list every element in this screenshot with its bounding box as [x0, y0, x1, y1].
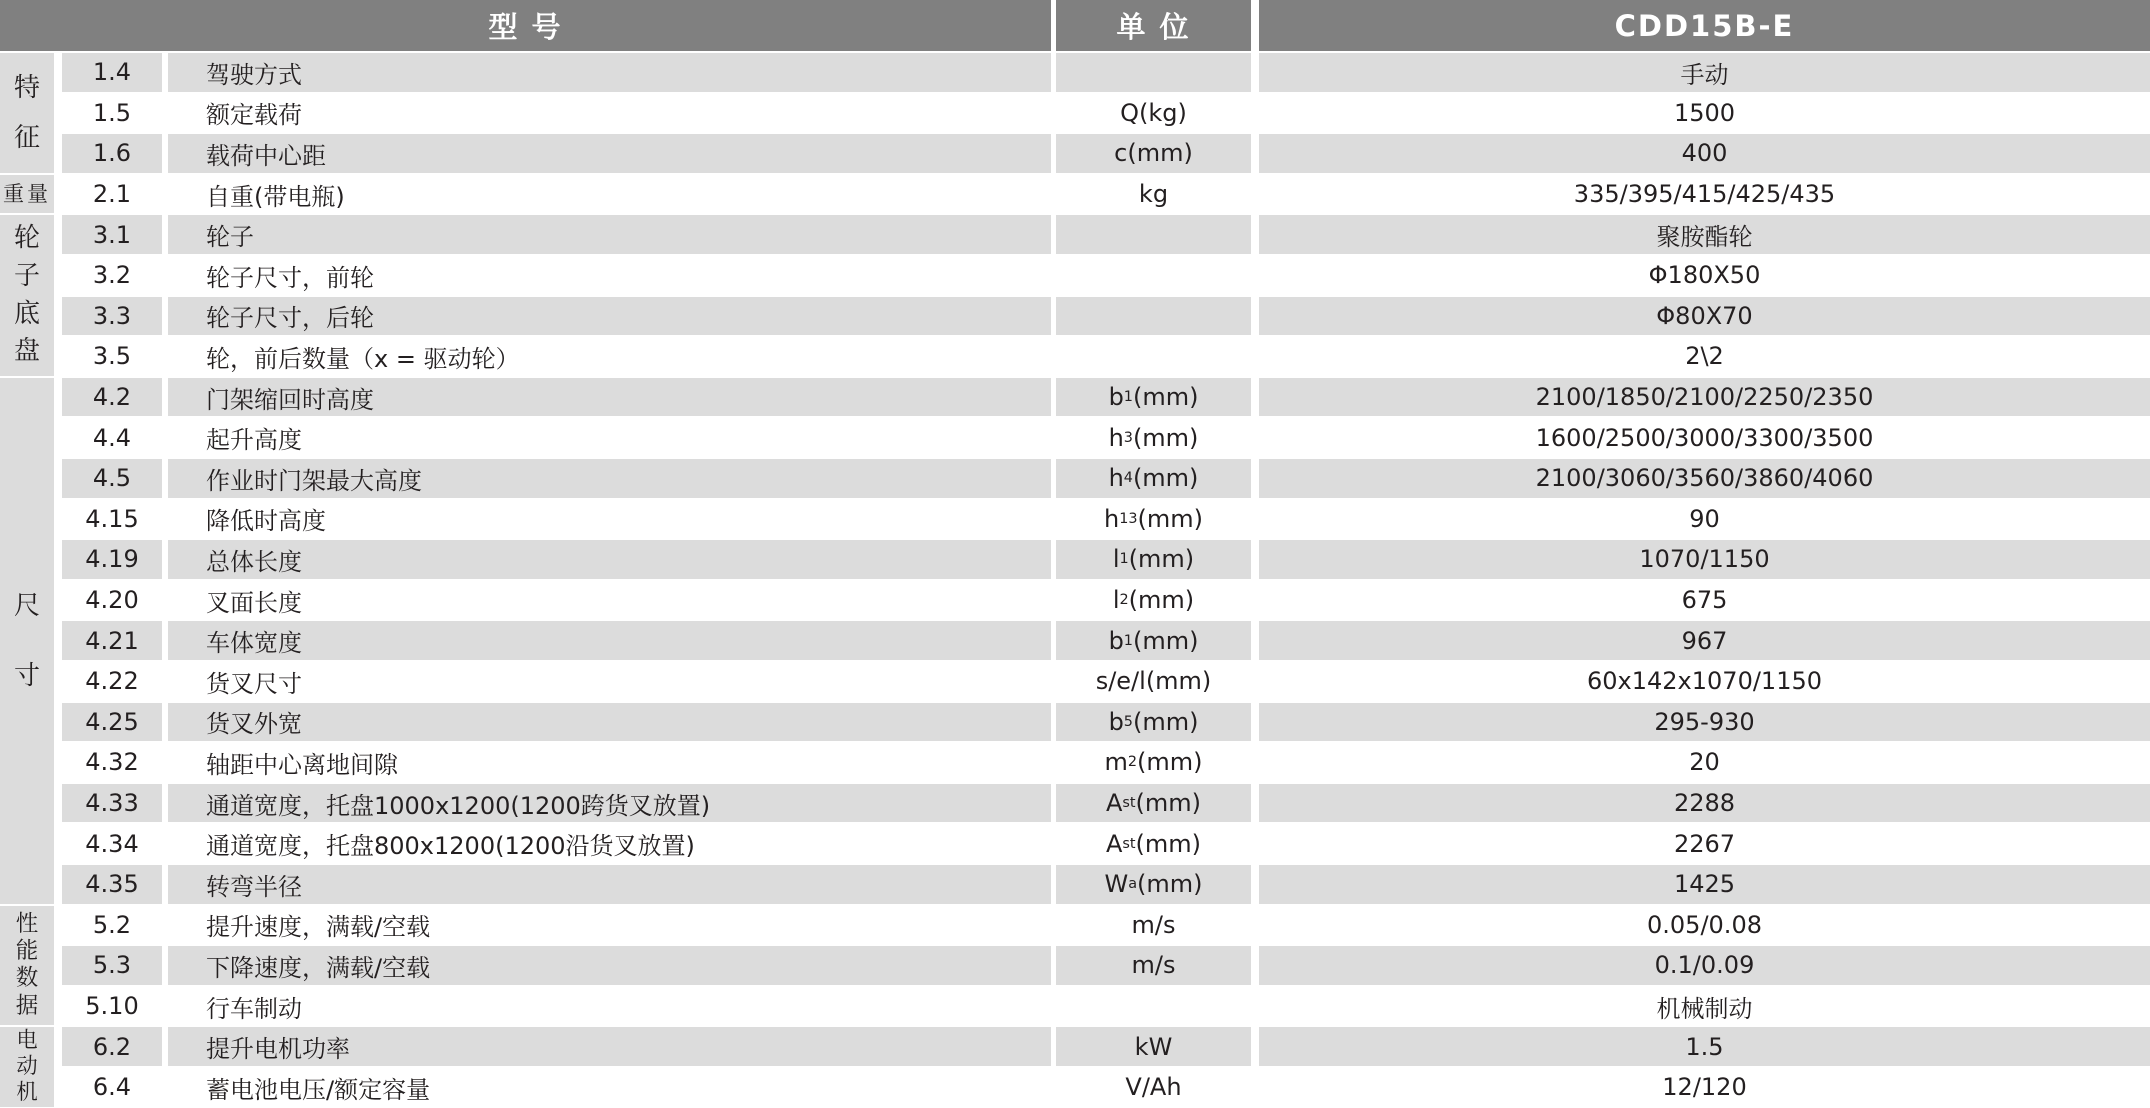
cell-unit: A st (mm): [1105, 829, 1202, 858]
category-char: 子: [13, 260, 40, 291]
cell-no: 4.5: [62, 459, 162, 498]
cell-unit: V/Ah: [1125, 1073, 1182, 1102]
cell-name: 车体宽度: [168, 621, 1051, 660]
cell-value: 1425: [1259, 865, 2150, 904]
cell-name: 叉面长度: [206, 588, 302, 617]
cell-value: 967: [1259, 621, 2150, 660]
cell-value: 2100/3060/3560/3860/4060: [1259, 459, 2150, 498]
cell-unit: h 4 (mm): [1056, 459, 1251, 498]
category-label: [0, 53, 54, 173]
cell-no: 3.3: [62, 297, 162, 336]
cell-unit: W a (mm): [1056, 865, 1251, 904]
cell-no: 1.5: [92, 98, 132, 127]
category-char: 特: [13, 72, 40, 103]
cell-unit: s/e/l(mm): [1095, 667, 1212, 696]
cell-value: Φ80X70: [1259, 297, 2150, 336]
category-label: [0, 378, 54, 904]
cell-unit: A st (mm): [1056, 784, 1251, 823]
category-char: 机: [16, 1079, 38, 1105]
cell-name: 轮子尺寸，后轮: [168, 297, 1051, 336]
category-char: 数: [15, 965, 39, 992]
category-char: 尺: [13, 590, 40, 621]
cell-value: 手动: [1259, 53, 2150, 92]
cell-value: 1.5: [1259, 1027, 2150, 1066]
cell-no: 4.2: [62, 378, 162, 417]
cell-name: 载荷中心距: [168, 134, 1051, 173]
cell-name: 下降速度，满载/空载: [168, 946, 1051, 985]
cell-no: 3.1: [62, 215, 162, 254]
cell-value: 295-930: [1259, 703, 2150, 742]
cell-name: 通道宽度，托盘800x1200(1200沿货叉放置): [206, 832, 695, 861]
cell-no: 6.4: [92, 1073, 132, 1102]
cell-name: 提升电机功率: [168, 1027, 1051, 1066]
cell-name: 作业时门架最大高度: [168, 459, 1051, 498]
cell-name: 轮，前后数量（x = 驱动轮）: [206, 344, 520, 373]
header-unit: 单 位: [1056, 0, 1251, 51]
cell-unit: b 1 (mm): [1056, 621, 1251, 660]
cell-value: 12/120: [1662, 1073, 1747, 1102]
cell-unit: [1056, 337, 1251, 376]
category-char: 底: [13, 298, 40, 329]
cell-value: 1070/1150: [1259, 540, 2150, 579]
cell-no: 4.4: [92, 423, 132, 452]
cell-value: 2100/1850/2100/2250/2350: [1259, 378, 2150, 417]
cell-unit: [1056, 53, 1251, 92]
cell-name: 额定载荷: [206, 101, 302, 130]
cell-name: 提升速度，满载/空载: [206, 913, 431, 942]
category-label: [0, 1027, 54, 1106]
cell-name: 门架缩回时高度: [168, 378, 1051, 417]
category-char: 轮: [13, 223, 40, 254]
cell-unit: kg: [1138, 180, 1169, 209]
cell-unit: l 1 (mm): [1056, 540, 1251, 579]
cell-name: 通道宽度，托盘1000x1200(1200跨货叉放置): [168, 784, 1051, 823]
cell-value: 20: [1689, 748, 1720, 777]
cell-unit: m/s: [1131, 910, 1176, 939]
cell-unit: kW: [1056, 1027, 1251, 1066]
cell-no: 4.33: [62, 784, 162, 823]
category-label: [0, 215, 54, 375]
cell-value: 60x142x1070/1150: [1587, 667, 1822, 696]
cell-name: 驾驶方式: [168, 53, 1051, 92]
category-label: 重量: [0, 175, 54, 214]
cell-unit: Q(kg): [1120, 98, 1187, 127]
cell-no: 2.1: [92, 180, 132, 209]
category-label: [0, 906, 54, 1026]
cell-name: 行车制动: [206, 994, 302, 1023]
cell-unit: h 3 (mm): [1108, 423, 1199, 452]
cell-unit: b 1 (mm): [1056, 378, 1251, 417]
cell-value: 2267: [1673, 829, 1736, 858]
cell-value: 2\2: [1685, 342, 1724, 371]
cell-no: 4.22: [85, 667, 139, 696]
header-value: CDD15B-E: [1259, 0, 2150, 51]
cell-value: 90: [1689, 504, 1720, 533]
cell-name: 起升高度: [206, 426, 302, 455]
cell-no: 4.20: [85, 586, 139, 615]
cell-no: 3.2: [92, 261, 132, 290]
cell-unit: [1056, 297, 1251, 336]
cell-value: Φ180X50: [1648, 261, 1761, 290]
category-char: 性: [15, 910, 39, 937]
cell-unit: [1056, 215, 1251, 254]
category-char: 盘: [13, 336, 40, 367]
cell-no: 6.2: [62, 1027, 162, 1066]
cell-no: 5.3: [62, 946, 162, 985]
cell-unit: l 2 (mm): [1112, 586, 1195, 615]
category-char: 据: [15, 992, 39, 1019]
category-char: 动: [16, 1053, 38, 1079]
cell-no: 5.10: [85, 992, 139, 1021]
cell-unit: [1056, 256, 1251, 295]
header-model: 型 号: [0, 0, 1051, 51]
cell-value: 1600/2500/3000/3300/3500: [1535, 423, 1874, 452]
cell-value: 335/395/415/425/435: [1573, 180, 1836, 209]
cell-unit: [1056, 987, 1251, 1026]
cell-value: 聚胺酯轮: [1259, 215, 2150, 254]
category-char: 寸: [13, 660, 40, 691]
cell-value: 1500: [1673, 98, 1736, 127]
cell-name: 轮子: [168, 215, 1051, 254]
cell-name: 总体长度: [168, 540, 1051, 579]
cell-name: 货叉外宽: [168, 703, 1051, 742]
cell-no: 5.2: [92, 910, 132, 939]
cell-no: 1.6: [62, 134, 162, 173]
cell-value: 机械制动: [1656, 994, 1753, 1023]
cell-no: 4.32: [85, 748, 139, 777]
cell-unit: m 2 (mm): [1104, 748, 1203, 777]
cell-unit: m/s: [1056, 946, 1251, 985]
cell-no: 4.35: [62, 865, 162, 904]
cell-name: 货叉尺寸: [206, 669, 302, 698]
category-char: 征: [13, 122, 40, 153]
cell-no: 4.15: [85, 504, 139, 533]
cell-unit: c(mm): [1056, 134, 1251, 173]
cell-name: 轴距中心离地间隙: [206, 750, 398, 779]
cell-value: 2288: [1259, 784, 2150, 823]
cell-name: 转弯半径: [168, 865, 1051, 904]
cell-name: 轮子尺寸，前轮: [206, 263, 374, 292]
cell-no: 4.34: [85, 829, 139, 858]
cell-value: 0.05/0.08: [1647, 910, 1762, 939]
cell-value: 675: [1681, 586, 1728, 615]
category-char: 能: [15, 938, 39, 965]
cell-unit: h 13 (mm): [1103, 504, 1203, 533]
cell-value: 0.1/0.09: [1259, 946, 2150, 985]
cell-unit: b 5 (mm): [1056, 703, 1251, 742]
cell-value: 400: [1259, 134, 2150, 173]
cell-no: 4.19: [62, 540, 162, 579]
cell-no: 4.21: [62, 621, 162, 660]
cell-no: 1.4: [62, 53, 162, 92]
category-char: 电: [16, 1027, 38, 1053]
cell-name: 蓄电池电压/额定容量: [206, 1075, 431, 1104]
cell-name: 自重(带电瓶): [206, 182, 345, 211]
cell-name: 降低时高度: [206, 507, 326, 536]
cell-no: 4.25: [62, 703, 162, 742]
cell-no: 3.5: [92, 342, 132, 371]
